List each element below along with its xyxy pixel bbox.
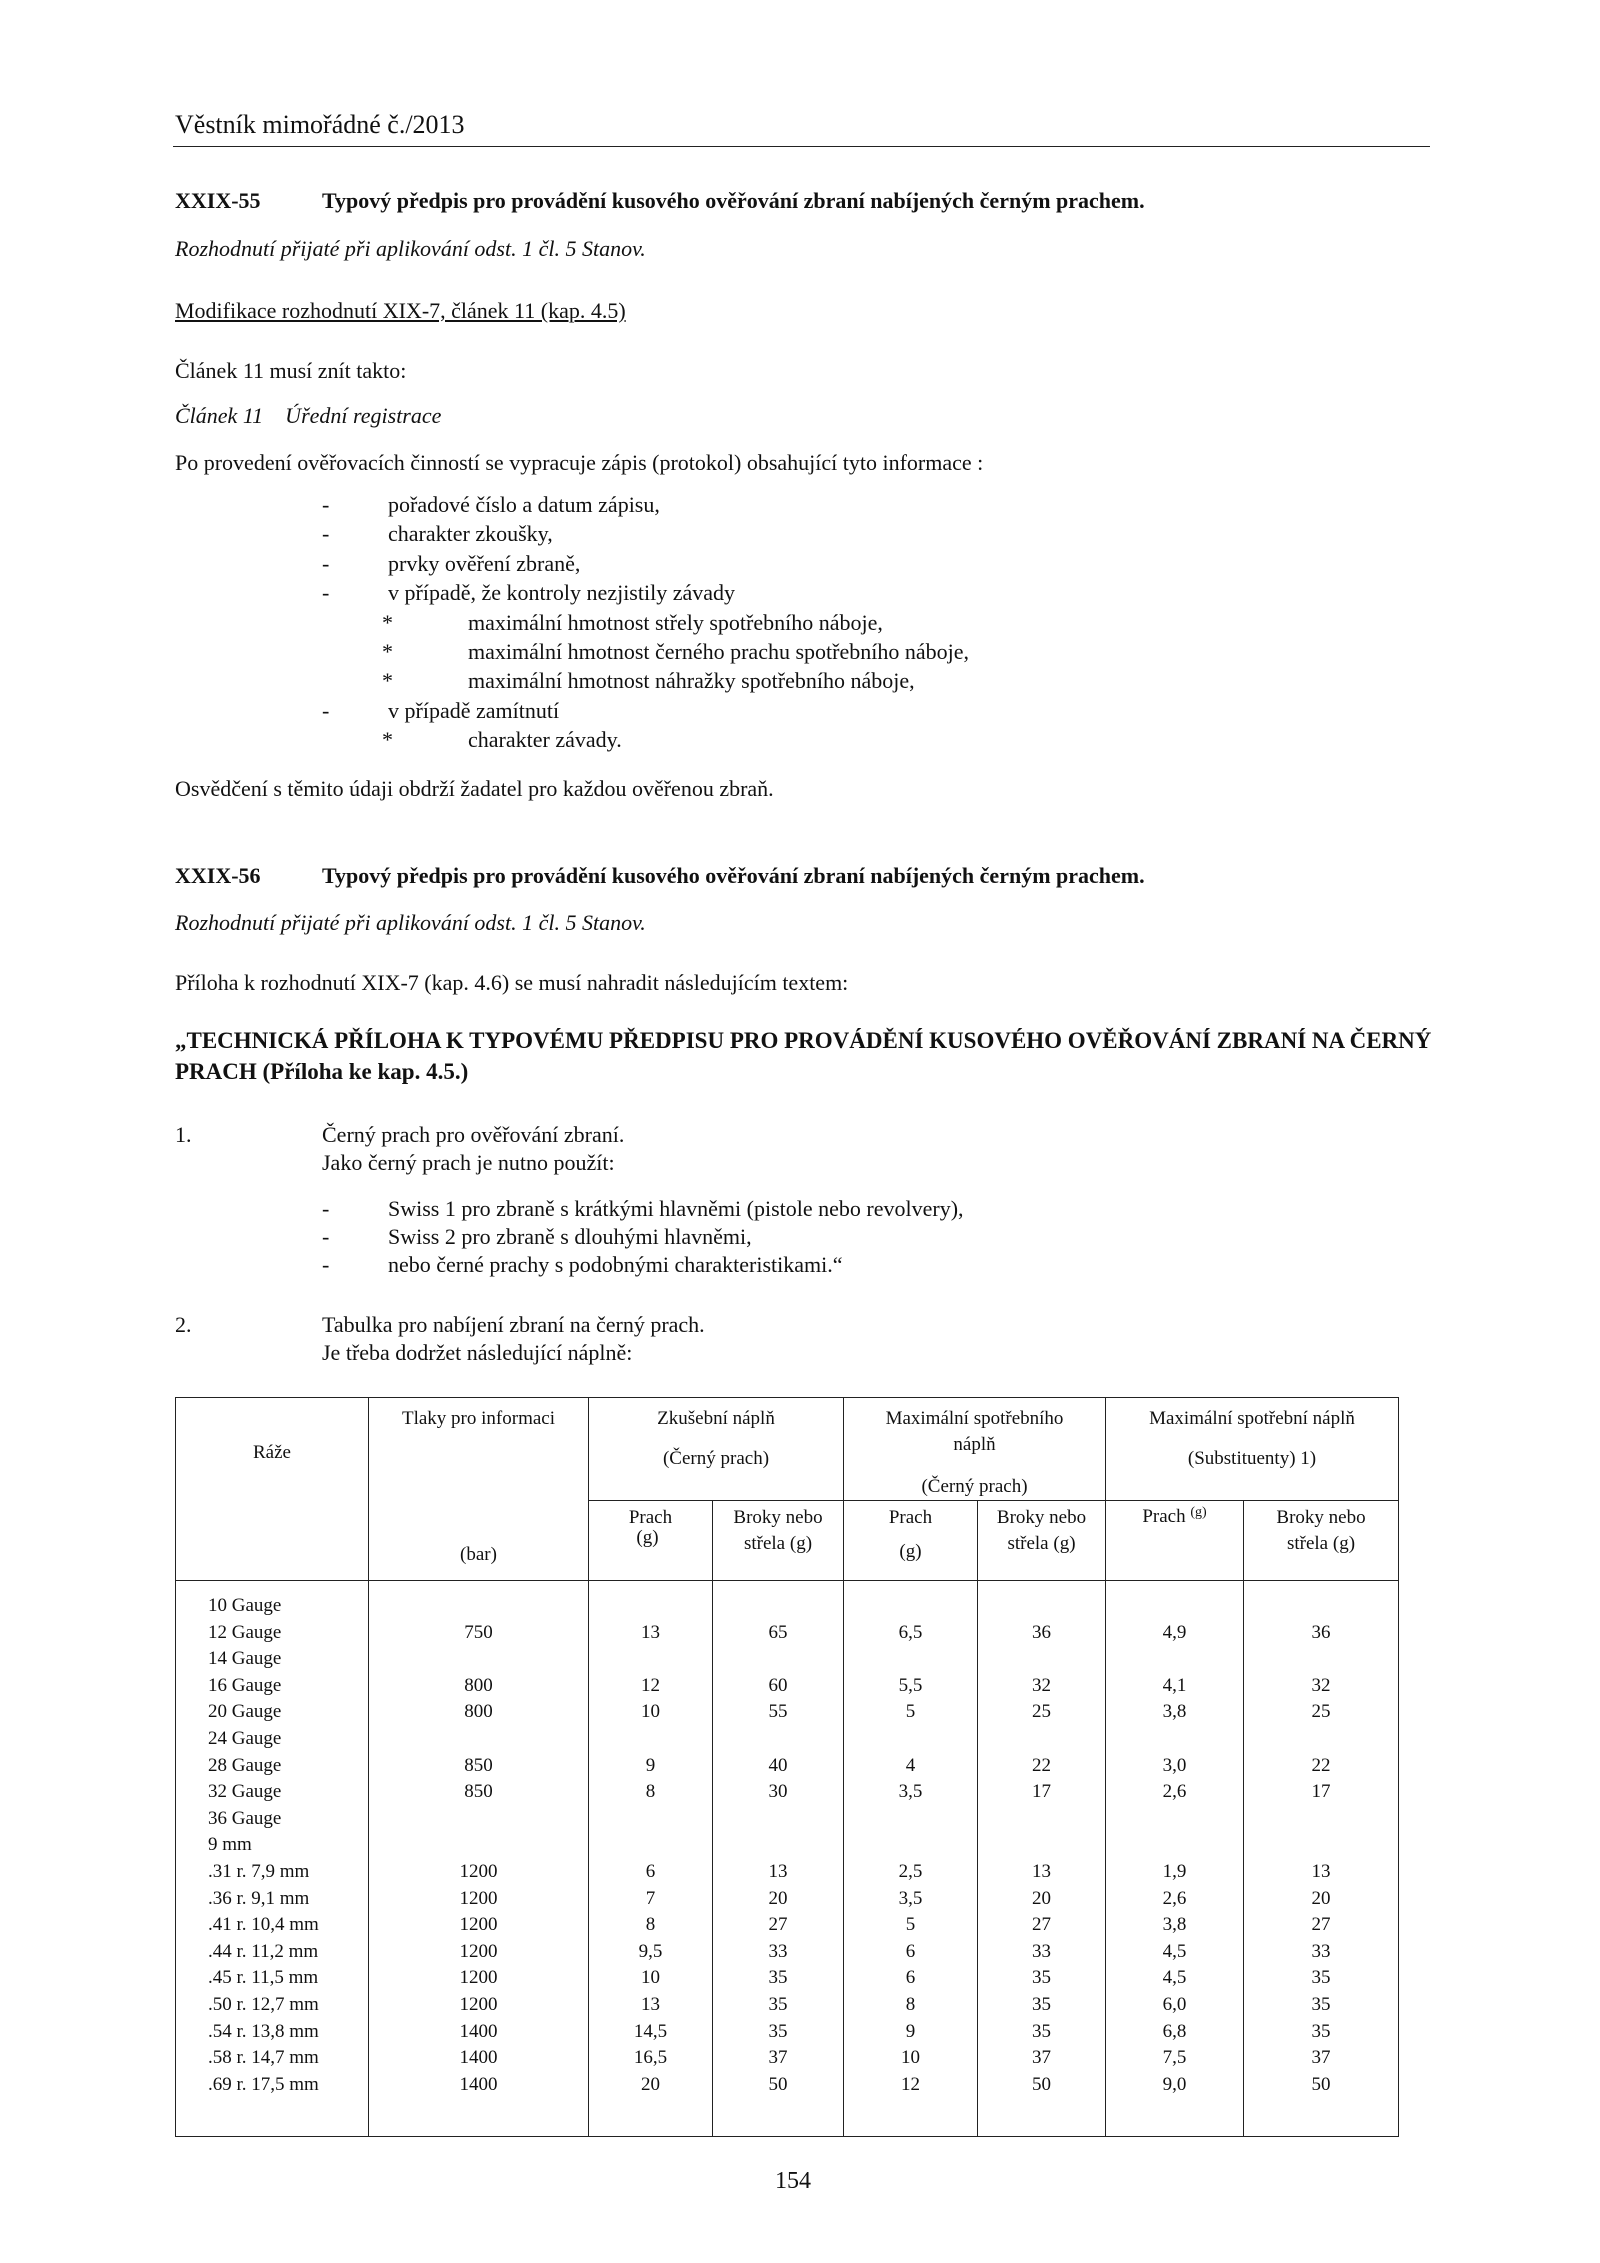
cell-mp: 5,5 <box>898 1674 923 1696</box>
list-dash: - <box>322 492 330 517</box>
cell-zb: 27 <box>768 1914 788 1936</box>
cell-zp: 8 <box>645 1914 656 1936</box>
cell-zb <box>713 1806 843 1833</box>
charge-table <box>175 1397 1399 2137</box>
cell-raze: .36 r. 9,1 mm <box>208 1887 310 1909</box>
header-rule <box>173 146 1430 147</box>
cell-raze: 16 Gauge <box>208 1674 282 1696</box>
cell-zb <box>713 1646 843 1673</box>
cell-tlak: 1200 <box>459 1860 498 1882</box>
cell-mb <box>978 1726 1105 1753</box>
cell-zb: 35 <box>768 2020 788 2042</box>
list-item-text: maximální hmotnost černého prachu spotřebního náboje, <box>468 639 969 664</box>
cell-zb: 13 <box>768 1860 788 1882</box>
cell-mp: 3,5 <box>898 1887 923 1909</box>
cell-zp: 12 <box>641 1674 660 1696</box>
cell-tlak: 1200 <box>459 1887 498 1909</box>
cell-tlak: 1200 <box>459 1914 498 1936</box>
section2-title: Typový předpis pro provádění kusového ověřování zbraní nabíjených černým prachem. <box>322 863 1145 888</box>
cell-raze: 12 Gauge <box>208 1621 282 1643</box>
list-asterisk: * <box>382 639 393 664</box>
cell-sp <box>1106 1726 1243 1753</box>
cell-zb: 30 <box>768 1781 788 1803</box>
column-subst-prach <box>1106 1581 1244 2137</box>
cell-sp: 3,8 <box>1162 1914 1187 1936</box>
cell-tlak <box>369 1646 588 1673</box>
annex-title: „TECHNICKÁ PŘÍLOHA K TYPOVÉMU PŘEDPISU PRO PROVÁDĚNÍ KUSOVÉHO OVĚŘOVÁNÍ ZBRANÍ NA ČERNÝ PRACH (Příloha ke kap. 4.5.) <box>175 1028 1432 1084</box>
cell-sp: 3,0 <box>1162 1754 1187 1776</box>
header-subst-broky: Broky nebo střela (g) <box>1244 1501 1399 1581</box>
cell-tlak: 1400 <box>459 2020 498 2042</box>
annex-intro: Příloha k rozhodnutí XIX-7 (kap. 4.6) se musí nahradit následujícím textem: <box>175 970 849 995</box>
cell-mp <box>844 1726 977 1753</box>
cell-zp: 14,5 <box>633 2020 668 2042</box>
cell-raze: .54 r. 13,8 mm <box>208 2020 319 2042</box>
cell-tlak: 1200 <box>459 1967 498 1989</box>
page-number: 154 <box>775 2168 811 2194</box>
cell-zb: 50 <box>768 2073 788 2095</box>
section1-modification: Modifikace rozhodnutí XIX-7, článek 11 (kap. 4.5) <box>175 298 626 323</box>
cell-sp: 4,1 <box>1162 1674 1187 1696</box>
cell-zp: 10 <box>641 1967 660 1989</box>
column-zkusebni-prach <box>589 1581 713 2137</box>
cell-mb <box>978 1593 1105 1620</box>
cell-mp: 6 <box>905 1940 916 1962</box>
cell-tlak: 1400 <box>459 2047 498 2069</box>
cell-tlak: 1200 <box>459 1993 498 2015</box>
cell-mb: 17 <box>1032 1781 1051 1803</box>
cell-zb: 33 <box>768 1940 788 1962</box>
cell-zp <box>589 1646 712 1673</box>
cell-mb: 20 <box>1032 1887 1051 1909</box>
cell-sb <box>1244 1593 1398 1620</box>
list-asterisk: * <box>382 609 393 635</box>
cell-sp <box>1106 1646 1243 1673</box>
cell-zp: 8 <box>645 1781 656 1803</box>
cell-sb: 20 <box>1311 1887 1331 1909</box>
cell-mp <box>844 1832 977 1859</box>
header-max-prach: Prach (g) <box>844 1501 978 1581</box>
cell-sb <box>1244 1646 1398 1673</box>
cell-sb: 13 <box>1311 1860 1331 1882</box>
cell-tlak: 850 <box>464 1781 493 1803</box>
cell-tlak: 850 <box>464 1754 493 1776</box>
item1-list-dash: - <box>322 1196 330 1221</box>
cell-mp <box>844 1593 977 1620</box>
cell-tlak <box>369 1806 588 1833</box>
cell-zp: 13 <box>641 1993 660 2015</box>
cell-zp <box>589 1832 712 1859</box>
cell-sb: 27 <box>1311 1914 1331 1936</box>
section1-closing: Osvědčení s těmito údaji obdrží žadatel pro každou ověřenou zbraň. <box>175 776 774 801</box>
header-raze: Ráže <box>176 1398 369 1581</box>
cell-mb: 35 <box>1032 1993 1051 2015</box>
article-heading: Článek 11 Úřední registrace <box>175 403 442 428</box>
cell-sp: 2,6 <box>1162 1781 1187 1803</box>
list-item-text: prvky ověření zbraně, <box>388 550 581 576</box>
cell-zp: 7 <box>645 1887 656 1909</box>
section1-number: XXIX-55 <box>175 188 261 213</box>
cell-mp: 10 <box>901 2047 920 2069</box>
cell-mp: 8 <box>905 1993 916 2015</box>
cell-mp: 3,5 <box>898 1781 923 1803</box>
cell-zb: 37 <box>768 2047 788 2069</box>
cell-mp <box>844 1646 977 1673</box>
cell-raze: .44 r. 11,2 mm <box>208 1940 319 1962</box>
list-dash: - <box>322 697 330 723</box>
cell-sp: 2,6 <box>1162 1887 1187 1909</box>
item2-number: 2. <box>175 1312 192 1337</box>
cell-tlak: 800 <box>464 1701 493 1723</box>
section2-number: XXIX-56 <box>175 863 261 888</box>
cell-mb: 27 <box>1032 1914 1051 1936</box>
header-subst-prach: Prach $^{(g)}$ <box>1106 1501 1244 1581</box>
item1-list-item: Swiss 1 pro zbraně s krátkými hlavněmi (pistole nebo revolvery), <box>388 1196 964 1221</box>
cell-sp: 4,5 <box>1162 1940 1187 1962</box>
column-max-broky <box>978 1581 1106 2137</box>
cell-sb: 37 <box>1311 2047 1331 2069</box>
list-dash: - <box>322 580 330 606</box>
cell-mp: 12 <box>901 2073 920 2095</box>
section1-paragraph: Po provedení ověřovacích činností se vypracuje zápis (protokol) obsahující tyto informace : <box>175 450 984 475</box>
cell-zp: 20 <box>641 2073 660 2095</box>
cell-zp <box>589 1593 712 1620</box>
cell-sp <box>1106 1806 1243 1833</box>
cell-mp: 6,5 <box>898 1621 923 1643</box>
list-dash: - <box>322 521 330 547</box>
cell-zb: 65 <box>768 1621 788 1643</box>
cell-raze: 20 Gauge <box>208 1701 282 1723</box>
cell-zp <box>589 1726 712 1753</box>
cell-mp: 4 <box>905 1754 916 1776</box>
cell-tlak <box>369 1593 588 1620</box>
cell-raze: .41 r. 10,4 mm <box>208 1914 319 1936</box>
cell-sb: 50 <box>1311 2073 1331 2095</box>
cell-mb: 50 <box>1032 2073 1051 2095</box>
item1-line1: Černý prach pro ověřování zbraní. <box>322 1122 625 1147</box>
list-item-text: charakter zkoušky, <box>388 521 553 547</box>
cell-mb <box>978 1646 1105 1673</box>
cell-sb: 25 <box>1311 1701 1331 1723</box>
list-item-text: pořadové číslo a datum zápisu, <box>388 492 660 517</box>
item1-list-dash: - <box>322 1252 330 1277</box>
cell-zp: 9 <box>645 1754 656 1776</box>
cell-zb <box>713 1832 843 1859</box>
cell-zp: 10 <box>641 1701 660 1723</box>
list-item-text: v případě zamítnutí <box>388 697 560 723</box>
cell-sb: 22 <box>1311 1754 1331 1776</box>
cell-sp: 6,0 <box>1162 1993 1187 2015</box>
cell-raze: 10 Gauge <box>208 1595 282 1616</box>
section2-decision: Rozhodnutí přijaté při aplikování odst. 1 čl. 5 Stanov. <box>175 910 646 935</box>
list-item-text: v případě, že kontroly nezjistily závady <box>388 580 735 606</box>
cell-mp <box>844 1806 977 1833</box>
item1-number: 1. <box>175 1122 192 1147</box>
cell-mp: 6 <box>905 1967 916 1989</box>
cell-zp: 9,5 <box>638 1940 663 1962</box>
cell-raze: .69 r. 17,5 mm <box>208 2073 319 2095</box>
cell-mb: 32 <box>1032 1674 1051 1696</box>
cell-mb: 33 <box>1032 1940 1051 1962</box>
header-max-substituenty: Maximální spotřební náplň (Substituenty) 1) <box>1106 1398 1399 1501</box>
cell-raze: 36 Gauge <box>208 1807 282 1829</box>
cell-zp: 16,5 <box>633 2047 668 2069</box>
cell-sb <box>1244 1726 1398 1753</box>
cell-sb <box>1244 1806 1398 1833</box>
cell-mb: 22 <box>1032 1754 1051 1776</box>
list-dash: - <box>322 550 330 576</box>
cell-mp: 2,5 <box>898 1860 923 1882</box>
cell-zb <box>713 1593 843 1620</box>
item1-list-item: Swiss 2 pro zbraně s dlouhými hlavněmi, <box>388 1224 752 1249</box>
cell-mb: 35 <box>1032 2020 1051 2042</box>
item2-line2: Je třeba dodržet následující náplně: <box>322 1340 633 1365</box>
cell-raze: .31 r. 7,9 mm <box>208 1860 310 1882</box>
cell-zp: 13 <box>641 1621 660 1643</box>
cell-mp: 5 <box>905 1914 916 1936</box>
item2-line1: Tabulka pro nabíjení zbraní na černý prach. <box>322 1312 705 1337</box>
cell-zb: 35 <box>768 1967 788 1989</box>
cell-zb: 40 <box>768 1754 788 1776</box>
header-zk-broky: Broky nebo střela (g) <box>713 1501 844 1581</box>
cell-raze: .45 r. 11,5 mm <box>208 1967 319 1989</box>
cell-mb <box>978 1806 1105 1833</box>
cell-raze: 14 Gauge <box>208 1648 282 1670</box>
cell-sp: 1,9 <box>1162 1860 1187 1882</box>
cell-sp: 3,8 <box>1162 1701 1187 1723</box>
cell-tlak: 1400 <box>459 2073 498 2095</box>
cell-mb: 35 <box>1032 1967 1051 1989</box>
cell-raze: 9 mm <box>208 1834 252 1856</box>
cell-zp <box>589 1806 712 1833</box>
cell-sb: 36 <box>1311 1621 1331 1643</box>
cell-zb: 55 <box>768 1701 788 1723</box>
list-asterisk: * <box>382 727 393 753</box>
cell-tlak: 750 <box>464 1621 493 1643</box>
cell-raze: .58 r. 14,7 mm <box>208 2047 319 2069</box>
list-asterisk: * <box>382 668 393 694</box>
cell-tlak <box>369 1832 588 1859</box>
cell-zb: 60 <box>768 1674 788 1696</box>
cell-mb: 37 <box>1032 2047 1051 2069</box>
list-item-text: maximální hmotnost střely spotřebního náboje, <box>468 609 883 635</box>
cell-tlak: 1200 <box>459 1940 498 1962</box>
cell-raze: 28 Gauge <box>208 1754 282 1776</box>
cell-zb <box>713 1726 843 1753</box>
cell-sp: 7,5 <box>1162 2047 1187 2069</box>
cell-raze: 32 Gauge <box>208 1781 282 1803</box>
section1-decision: Rozhodnutí přijaté při aplikování odst. 1 čl. 5 Stanov. <box>175 236 646 261</box>
cell-sp <box>1106 1832 1243 1859</box>
column-zkusebni-broky <box>713 1581 844 2137</box>
cell-zp: 6 <box>645 1860 656 1882</box>
list-item-text: charakter závady. <box>468 727 622 753</box>
cell-mb: 25 <box>1032 1701 1051 1723</box>
cell-tlak <box>369 1726 588 1753</box>
cell-sb: 35 <box>1311 2020 1331 2042</box>
cell-sb: 32 <box>1311 1674 1331 1696</box>
column-max-prach <box>844 1581 978 2137</box>
cell-sb: 33 <box>1311 1940 1331 1962</box>
header-zk-prach: Prach (g) <box>589 1501 713 1581</box>
cell-sp: 6,8 <box>1162 2020 1187 2042</box>
cell-sb: 35 <box>1311 1967 1331 1989</box>
section1-title: Typový předpis pro provádění kusového ověřování zbraní nabíjených černým prachem. <box>322 188 1145 213</box>
cell-tlak: 800 <box>464 1674 493 1696</box>
cell-sp: 9,0 <box>1162 2073 1187 2095</box>
cell-raze: 24 Gauge <box>208 1727 282 1749</box>
header-max-broky: Broky nebo střela (g) <box>978 1501 1106 1581</box>
cell-mp: 9 <box>905 2020 916 2042</box>
cell-sb: 35 <box>1311 1993 1331 2015</box>
cell-sp: 4,5 <box>1162 1967 1187 1989</box>
header-max-spotrebni: Maximální spotřebního náplň (Černý prach) <box>844 1398 1106 1501</box>
cell-sp <box>1106 1593 1243 1620</box>
header-zkusebni: Zkušební náplň (Černý prach) <box>589 1398 844 1501</box>
item1-line2: Jako černý prach je nutno použít: <box>322 1150 615 1175</box>
column-tlak <box>369 1581 589 2137</box>
cell-mb <box>978 1832 1105 1859</box>
header-tlaky: Tlaky pro informaci (bar) <box>369 1398 589 1581</box>
cell-sp: 4,9 <box>1162 1621 1187 1643</box>
section1-intro: Článek 11 musí znít takto: <box>175 358 407 383</box>
cell-mb: 13 <box>1032 1860 1051 1882</box>
list-item-text: maximální hmotnost náhražky spotřebního náboje, <box>468 668 915 694</box>
column-subst-broky <box>1244 1581 1399 2137</box>
cell-mb: 36 <box>1032 1621 1051 1643</box>
column-raze <box>176 1581 369 2137</box>
cell-zb: 20 <box>768 1887 788 1909</box>
cell-raze: .50 r. 12,7 mm <box>208 1993 319 2015</box>
item1-list-dash: - <box>322 1224 330 1249</box>
item1-list-item: nebo černé prachy s podobnými charakteristikami.“ <box>388 1252 843 1277</box>
cell-sb: 17 <box>1311 1781 1331 1803</box>
cell-sb <box>1244 1832 1398 1859</box>
cell-zb: 35 <box>768 1993 788 2015</box>
page-header: Věstník mimořádné č./2013 <box>175 110 465 139</box>
cell-mp: 5 <box>905 1701 916 1723</box>
